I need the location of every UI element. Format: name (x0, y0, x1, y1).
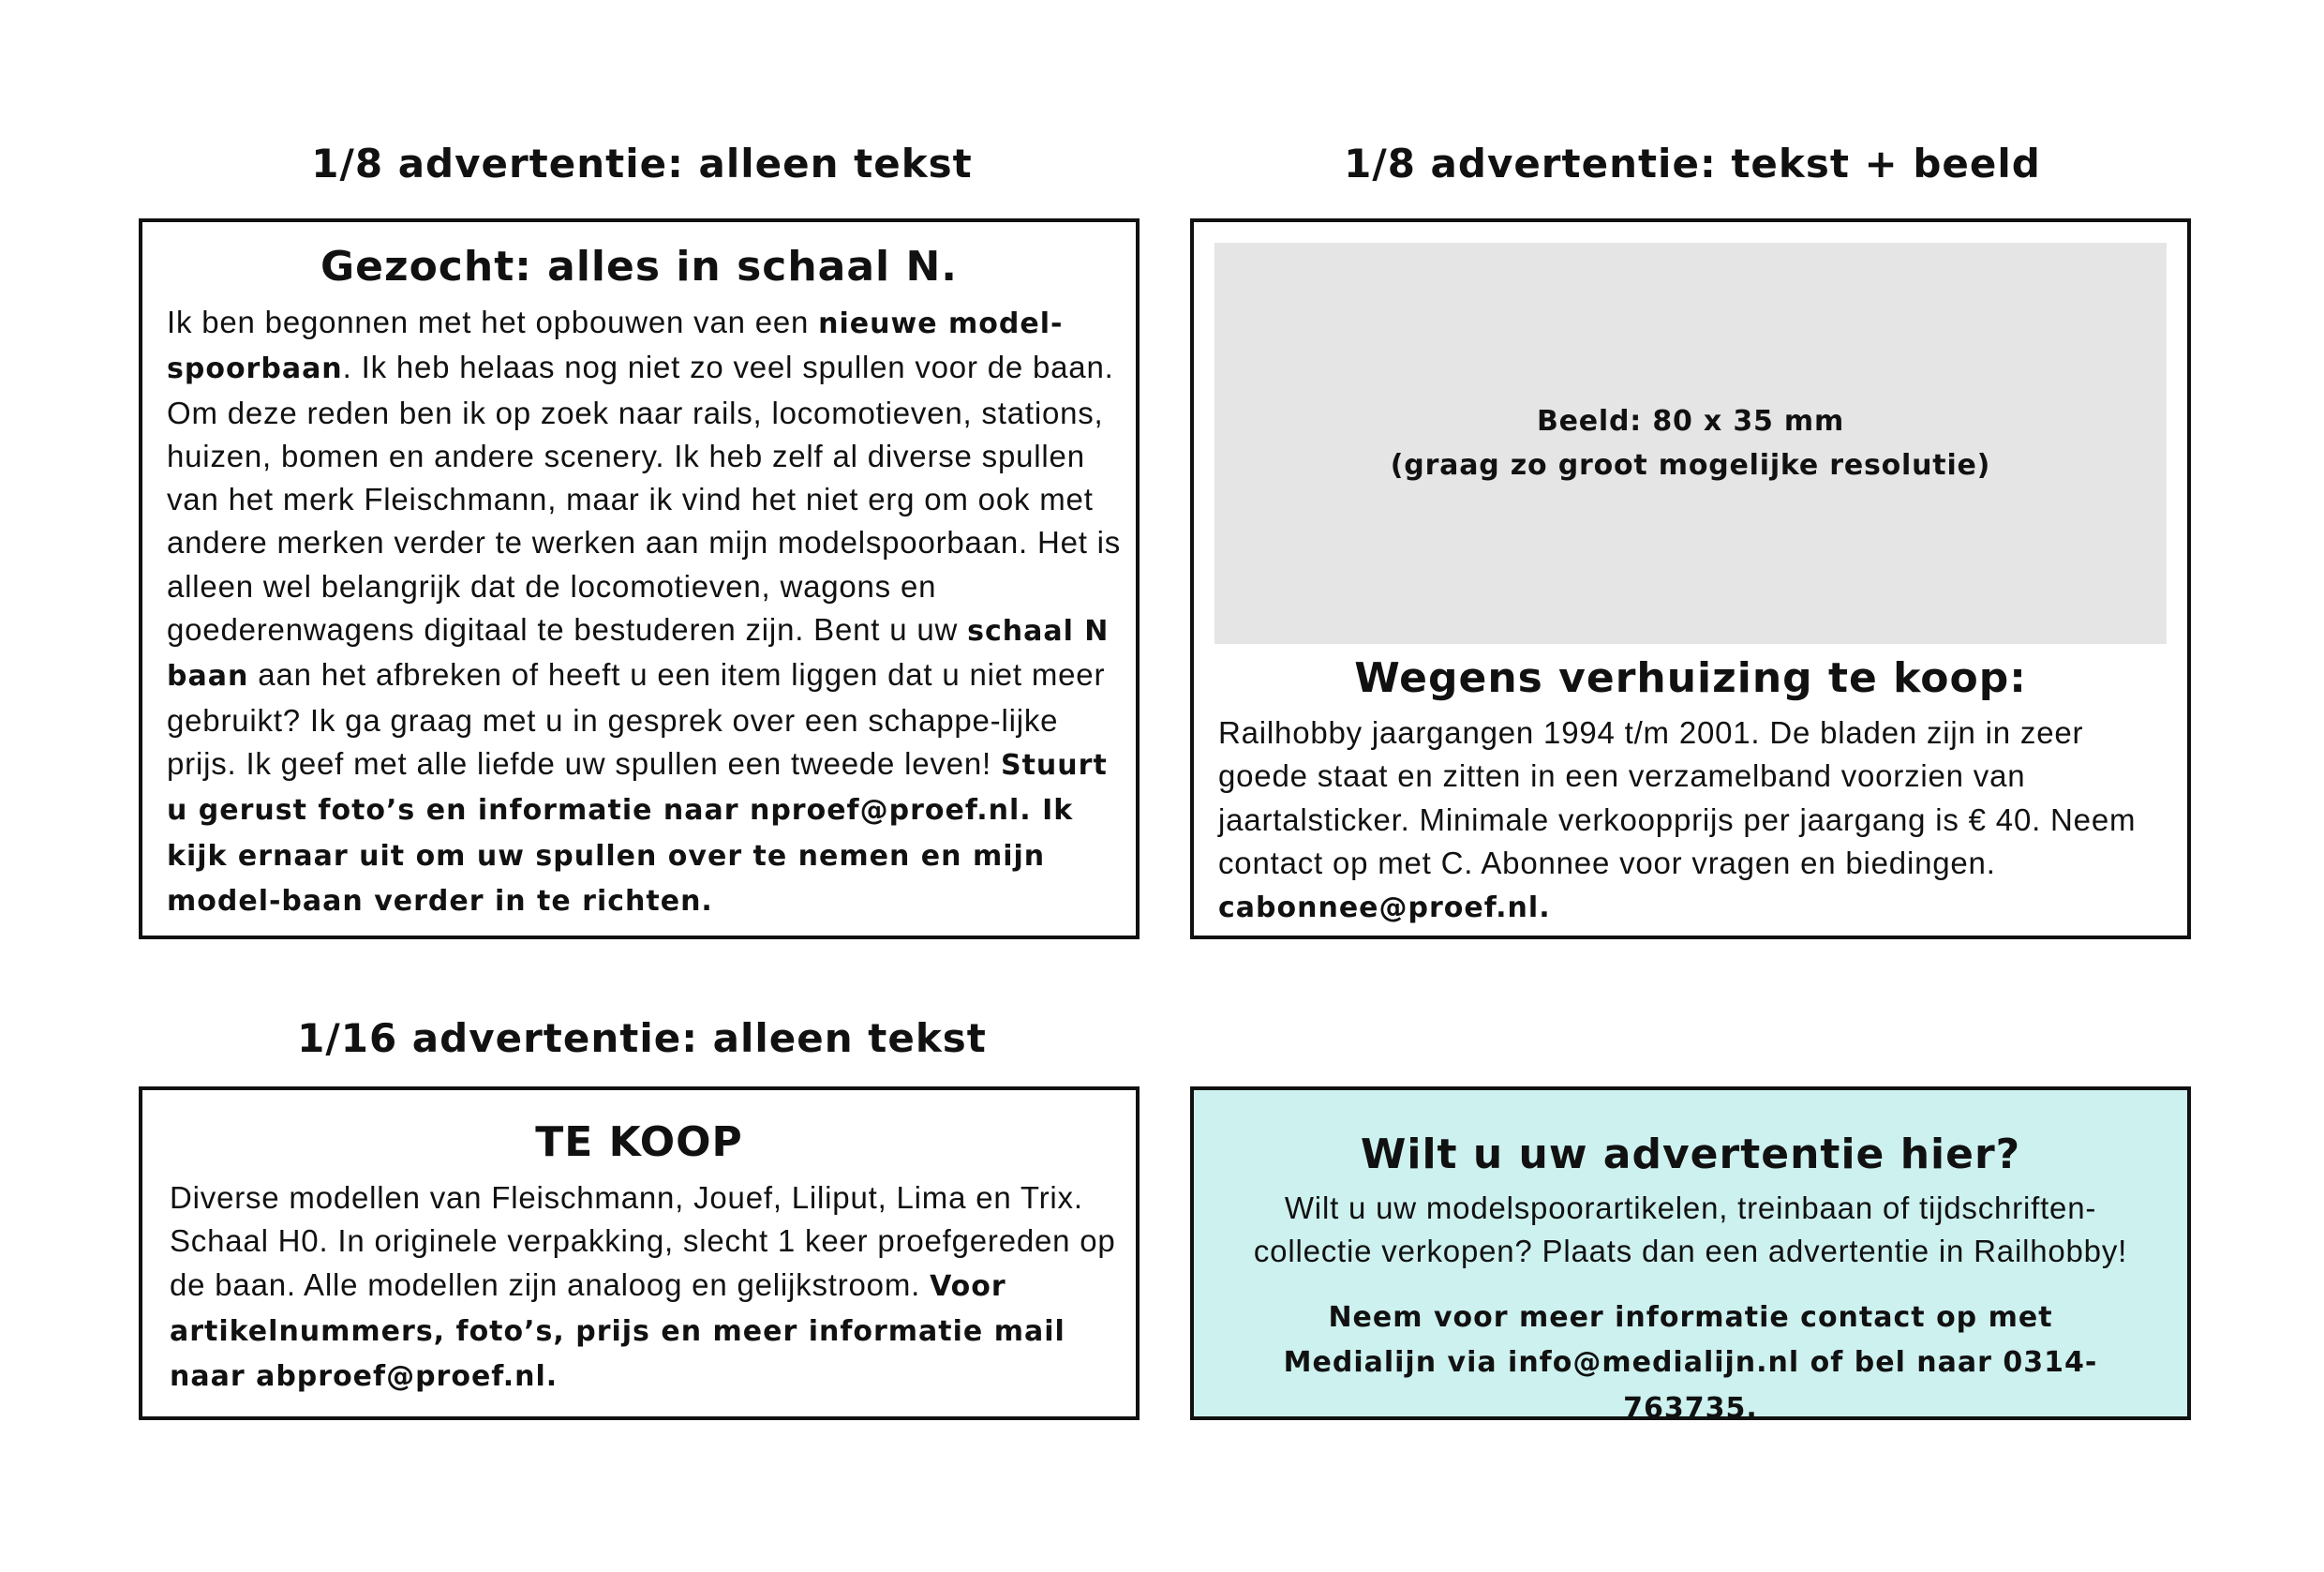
ad2-body (1218, 711, 2174, 930)
ad1-box (139, 218, 1140, 939)
ad2-image-placeholder (1214, 243, 2167, 644)
ad1-bold-1: nieuwe model-spoorbaan (167, 307, 1064, 386)
ad1-heading: 1/8 advertentie: alleen tekst (311, 141, 973, 187)
ad1-body (167, 301, 1123, 923)
ad1-bold-2: schaal N baan (167, 615, 1110, 694)
ad2-title: Wegens verhuizing te koop: (1354, 654, 2027, 702)
ad3-bold-1: Voor artikelnummers, foto’s, prijs en meer informatie mail naar abproef@proef.nl. (170, 1269, 1065, 1394)
ad2-text-1: Railhobby jaargangen 1994 t/m 2001. De bladen zijn in zeer goede staat en zitten in een verzamelband voorzien van jaartalsticker. Minimale verkoopprijs per jaargang is € 40. Neem contact op met C. Abonnee voor vragen en biedingen. (1218, 715, 2137, 880)
ad2-email: cabonnee@proef.nl. (1218, 891, 1551, 925)
ad1-text-1: Ik ben begonnen met het opbouwen van een (167, 305, 819, 339)
ad2-heading: 1/8 advertentie: tekst + beeld (1344, 141, 2041, 187)
ad1-title: Gezocht: alles in schaal N. (320, 243, 958, 291)
ad1-bold-3: Stuurt u gerust foto’s en informatie naar nproef@proef.nl. Ik kijk ernaar uit om uw spullen over te nemen en mijn model-baan verder in te richten. (167, 748, 1108, 918)
ad1-text-2: . Ik heb helaas nog niet zo veel spullen voor de baan. Om deze reden ben ik op zoek naar rails, locomotieven, stations, huizen, bomen en andere scenery. Ik heb zelf al diverse spullen van het merk Fleischmann, maar ik vind het niet erg om ook met andere merken verder te werken aan mijn modelspoorbaan. Het is alleen wel belangrijk dat de locomotieven, wagons en goederenwagens digitaal te bestuderen zijn. Bent u uw (167, 350, 1122, 648)
ad2-image-note: (graag zo groot mogelijke resolutie) (1390, 449, 1991, 482)
promo-title: Wilt u uw advertentie hier? (1360, 1130, 2021, 1178)
ad3-box (139, 1086, 1140, 1420)
ad1-text-3: aan het afbreken of heeft u een item liggen dat u niet meer gebruikt? Ik ga graag met u in gesprek over een schappe-lijke prijs. Ik geef met alle liefde uw spullen een tweede leven! (167, 657, 1106, 781)
ad3-text-1: Diverse modellen van Fleischmann, Jouef, Liliput, Lima en Trix. Schaal H0. In originele verpakking, slecht 1 keer proefgereden op de baan. Alle modellen zijn analoog en gelijkstroom. (170, 1180, 1116, 1302)
promo-box (1190, 1086, 2191, 1425)
ad2-box (1190, 218, 2191, 939)
ad3-body (170, 1176, 1125, 1399)
ad2-image-size: Beeld: 80 x 35 mm (1536, 405, 1845, 438)
promo-contact-bold: Neem voor meer informatie contact op met Medialijn via info@medialijn.nl of bel naar 0314-763735. (1283, 1301, 2098, 1425)
promo-text: Wilt u uw modelspoorartikelen, treinbaan of tijdschriften-collectie verkopen? Plaats dan een advertentie in Railhobby! (1253, 1190, 2128, 1269)
ad3-heading: 1/16 advertentie: alleen tekst (297, 1015, 987, 1061)
ad3-title: TE KOOP (535, 1118, 743, 1166)
promo-contact (1250, 1295, 2131, 1430)
